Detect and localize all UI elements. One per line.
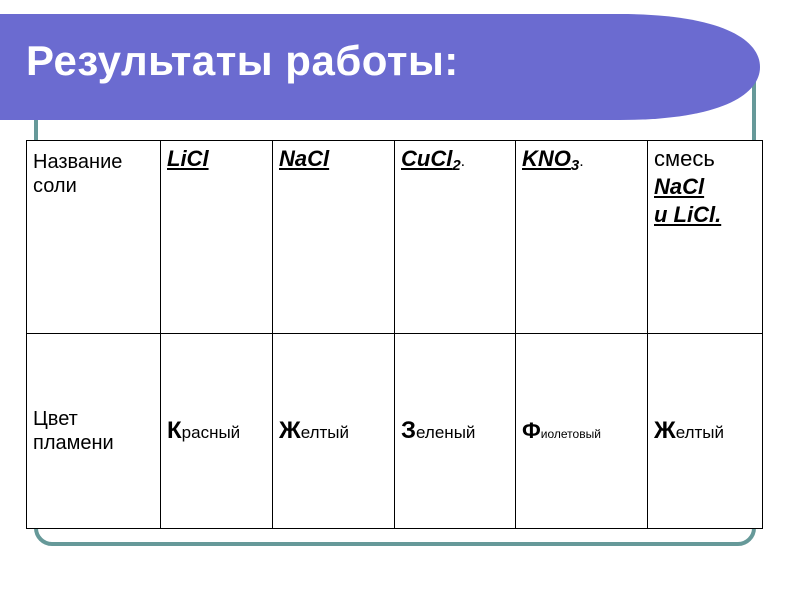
flame-color-cap: Ж <box>654 417 676 444</box>
flame-cell <box>648 334 763 529</box>
flame-cell <box>395 334 516 529</box>
mixture-word: смесь <box>654 146 715 171</box>
flame-color-rest: иолетовый <box>540 427 601 441</box>
salt-cell <box>161 141 273 334</box>
flame-color <box>654 417 725 444</box>
salt-cell <box>273 141 395 334</box>
results-table <box>26 140 763 529</box>
flame-color <box>167 417 241 444</box>
row-label-flame-color <box>27 334 161 529</box>
salt-formula-dot: . <box>579 153 584 170</box>
flame-cell <box>273 334 395 529</box>
mixture-salt-2: и LiCl. <box>654 202 722 227</box>
row-label-salt-name <box>27 141 161 334</box>
flame-color-cap: К <box>167 417 182 444</box>
mixture-cell <box>648 141 763 334</box>
salt-formula-main: LiCl <box>167 146 209 171</box>
flame-cell <box>161 334 273 529</box>
flame-cell <box>516 334 648 529</box>
salt-cell <box>395 141 516 334</box>
salt-formula <box>279 146 329 171</box>
flame-color-cap: Ф <box>522 418 541 443</box>
flame-color-cap: Ж <box>279 417 301 444</box>
salt-formula-main: KNO <box>522 146 571 171</box>
flame-color <box>401 417 476 444</box>
flame-color-rest: еленый <box>416 423 476 442</box>
flame-color-rest: елтый <box>675 423 725 442</box>
mixture-salt-1: NaCl <box>654 174 705 199</box>
flame-color-rest: расный <box>181 423 241 442</box>
table-row-salt-names <box>27 141 763 334</box>
table-row-flame-colors <box>27 334 763 529</box>
flame-color-cap: З <box>401 417 417 444</box>
salt-cell <box>516 141 648 334</box>
salt-formula-dot: . <box>460 153 466 170</box>
salt-formula <box>522 146 580 174</box>
salt-formula <box>167 146 209 171</box>
salt-name-label: Название соли <box>33 151 123 197</box>
flame-color-rest: елтый <box>300 423 350 442</box>
flame-color <box>522 418 601 443</box>
salt-formula-main: NaCl <box>279 146 330 171</box>
page-title: Результаты работы: <box>26 37 459 84</box>
salt-formula-sub: 2 <box>452 157 461 174</box>
flame-color <box>279 417 350 444</box>
salt-formula-main: CuCl <box>401 146 453 171</box>
salt-formula <box>401 146 461 174</box>
salt-formula-sub: 3 <box>570 157 580 174</box>
flame-color-label: Цвет пламени <box>33 408 114 454</box>
